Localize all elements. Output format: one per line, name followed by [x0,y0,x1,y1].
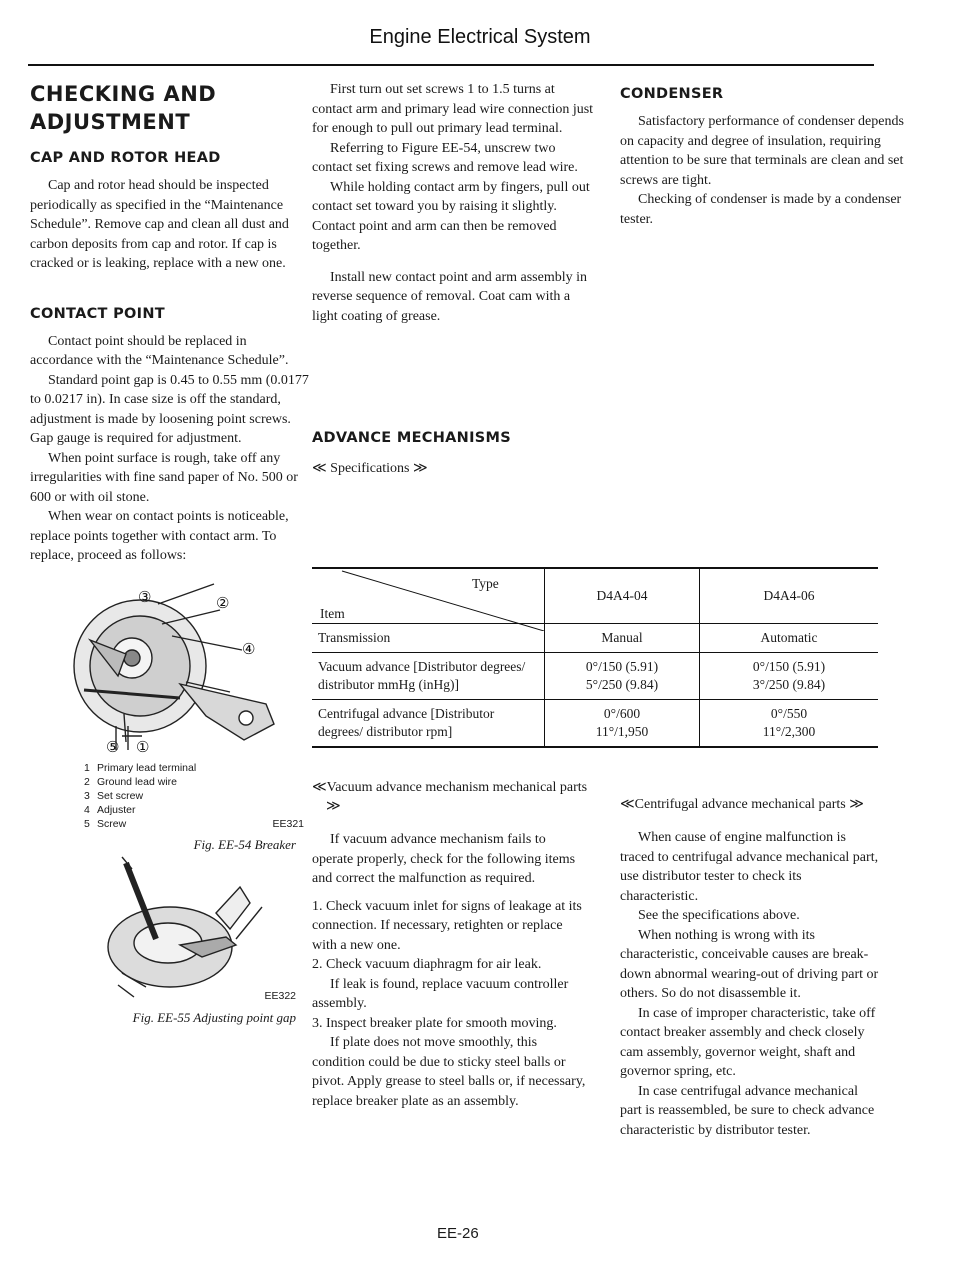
contact-paragraph-8: Install new contact point and arm assembly in reverse sequence of removal. Coat cam with a light coating of grease. [312,269,587,324]
legend-row: 1 Primary lead terminal [84,761,197,774]
gap-adjust-illustration [30,853,312,1007]
type-item-cell [312,568,545,624]
header-rule [28,64,874,66]
vacuum-item-1: 1. Check vacuum inlet for signs of leakage at its connection. If necessary, retighten or replace with a new one. [312,898,582,953]
centrifugal-paragraph-3: When nothing is wrong with its characteristic, conceivable causes are break-down abnormal wearing-out of driving part or others. So do not disassemble it. [620,927,879,1001]
table-header-row [312,568,878,624]
heading-contact-point: CONTACT POINT [30,305,165,322]
figure-code: EE322 [264,989,296,1002]
row-value-a: Manual [545,624,700,653]
row-value-b: 0°/150 (5.91) 3°/250 (9.84) [700,653,879,700]
row-item: Vacuum advance [Distributor degrees/ distributor mmHg (inHg)] [312,653,545,700]
centrifugal-paragraph-4: In case of improper characteristic, take off contact breaker assembly and check closely cam assembly, governor weight, shaft and governor spring, etc. [620,1005,876,1079]
callout-5: ⑤ [106,738,120,756]
column-left [30,80,312,1026]
row-value-b: Automatic [700,624,879,653]
column-right [620,80,910,229]
legend-row: 2 Ground lead wire [84,775,177,788]
row-item: Transmission [312,624,545,653]
heading-advance-mechanisms: ADVANCE MECHANISMS [312,430,512,446]
vacuum-item-2-note: If leak is found, replace vacuum controller assembly. [312,976,569,1011]
row-value-a: 0°/150 (5.91) 5°/250 (9.84) [545,653,700,700]
centrifugal-paragraph-1: When cause of engine malfunction is traced to centrifugal advance mechanical part, use distributor tester to check its characteristic. [620,830,879,904]
legend-row: 3 Set screw [84,789,144,802]
contact-paragraph-3: When point surface is rough, take off any irregularities with fine sand paper of No. 500 or 600 or with oil stone. [30,450,298,505]
type-label: Type [472,576,499,591]
page-header: Engine Electrical System [369,26,591,48]
figure-caption: Fig. EE-55 Adjusting point gap [132,1009,296,1025]
column-header-d4a4-04: D4A4-04 [545,568,700,624]
callout-1: ① [136,738,150,756]
legend-row: 5 Screw EE321 [84,817,304,830]
callout-3: ③ [138,588,152,606]
figure-caption: Fig. EE-54 Breaker [193,836,296,852]
contact-paragraph-5: First turn out set screws 1 to 1.5 turns at contact arm and primary lead wire connection just for enough to pull out primary lead terminal. [312,82,594,136]
column-header-d4a4-06: D4A4-06 [700,568,879,624]
vacuum-intro: If vacuum advance mechanism fails to operate properly, check for the following items and correct the malfunction as required. [312,832,576,886]
contact-paragraph-6: Referring to Figure EE-54, unscrew two contact set fixing screws and remove lead wire. [312,140,578,175]
figure-legend [84,761,312,831]
contact-paragraph-2: Standard point gap is 0.45 to 0.55 mm (0.0177 to 0.0217 in). In case size is off the standard, adjustment is made by loosening point screws. Gap gauge is required for adjustment. [30,372,309,446]
callout-2: ② [216,594,230,612]
centrifugal-paragraph-2: See the specifications above. [638,908,800,923]
figure-adjusting-gap [30,853,312,1026]
vacuum-item-3: 3. Inspect breaker plate for smooth moving. [312,1015,557,1031]
table-row [312,653,878,700]
contact-paragraph-1: Contact point should be replaced in accordance with the “Maintenance Schedule”. [30,333,289,368]
diagonal-divider [312,569,544,631]
advance-spec-table [312,567,878,748]
column-middle [312,80,594,477]
row-item: Centrifugal advance [Distributor degrees/ distributor rpm] [312,700,545,748]
item-label: Item [320,606,345,621]
figure-breaker [30,566,312,853]
contact-paragraph-4: When wear on contact points is noticeable, replace points together with contact arm. To replace, proceed as follows: [30,509,289,563]
page-number: EE-26 [437,1225,479,1242]
vacuum-item-3-note: If plate does not move smoothly, this condition could be due to sticky steel balls or pivot. Apply grease to steel balls or, if necessary, replace breaker plate as an assembly. [312,1035,586,1109]
vacuum-item-2: 2. Check vacuum diaphragm for air leak. [312,957,542,972]
row-value-b: 0°/550 11°/2,300 [700,700,879,748]
condenser-paragraph-1: Satisfactory performance of condenser depends on capacity and degree of insulation, requiring attention to be sure that terminals are clean and set screws are tight. [620,114,904,188]
centrifugal-section [620,795,880,1140]
section-heading-checking: CHECKING AND ADJUSTMENT [30,82,217,134]
breaker-illustration [30,566,312,756]
legend-row: 4 Adjuster [84,803,136,816]
figure-code: EE321 [272,817,304,830]
contact-paragraph-7: While holding contact arm by fingers, pull out contact set toward you by raising it slightly. Contact point and arm can then be removed together. [312,179,590,253]
heading-condenser: CONDENSER [620,86,724,102]
table-row [312,700,878,748]
heading-cap-rotor: CAP AND ROTOR HEAD [30,150,221,166]
condenser-paragraph-2: Checking of condenser is made by a condenser tester. [620,192,902,227]
cap-paragraph: Cap and rotor head should be inspected periodically as specified in the “Maintenance Schedule”. Remove cap and clean all dust and carbon deposits from cap and rotor. If cap is cracked or is leaking, replace with a new one. [30,178,289,271]
centrifugal-paragraph-5: In case centrifugal advance mechanical part is reassembled, be sure to check advance characteristic by distributor tester. [620,1083,875,1138]
callout-4: ④ [242,640,256,658]
specifications-label: ≪ Specifications ≫ [312,461,428,476]
row-value-a: 0°/600 11°/1,950 [545,700,700,748]
vacuum-section [312,778,588,1111]
heading-vacuum-advance: ≪Vacuum advance mechanism mechanical parts ≫ [312,780,588,814]
heading-centrifugal-advance: ≪Centrifugal advance mechanical parts ≫ [620,797,864,812]
